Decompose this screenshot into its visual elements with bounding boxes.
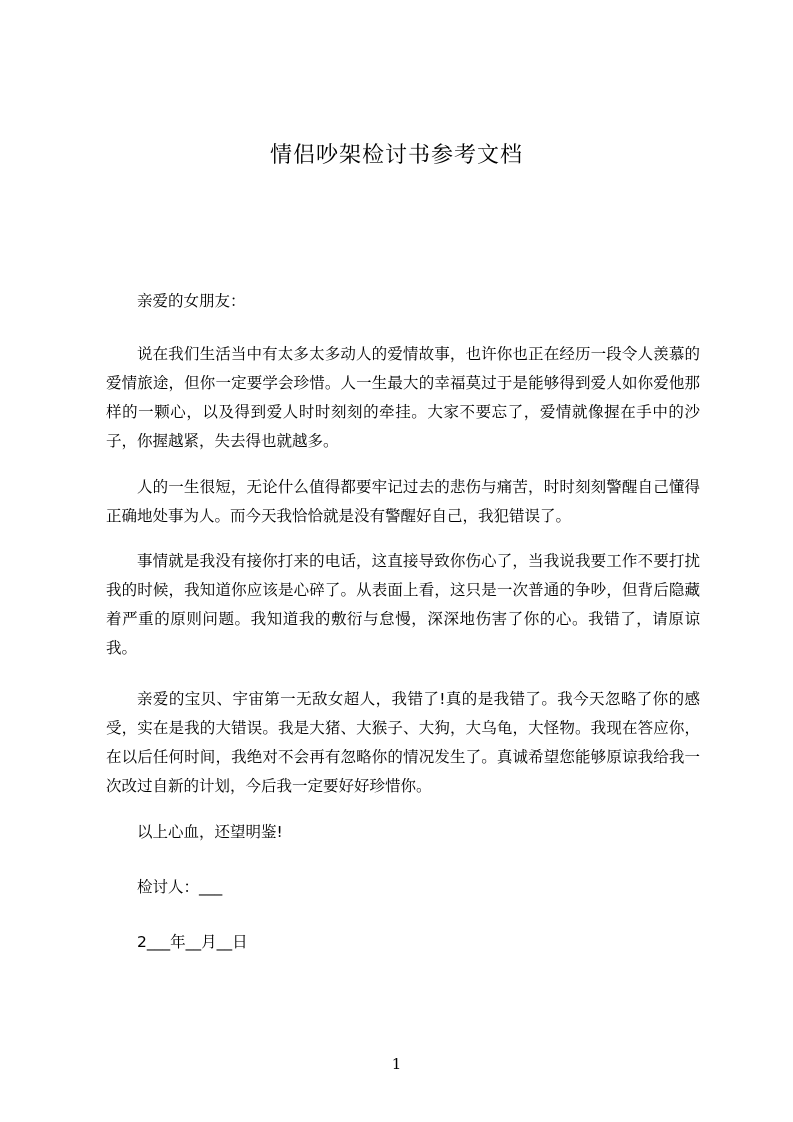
paragraph-4: 亲爱的宝贝、宇宙第一无敌女超人，我错了!真的是我错了。我今天忽略了你的感受，实在是我的大错误。我是大猪、大猴子、大狗，大乌龟，大怪物。我现在答应你，在以后任何时间，我绝对不会再有忽略你的情况发生了。真诚希望您能够原谅我给我一次改过自新的计划，今后我一定要好好珍惜你。 [106, 690, 700, 795]
date-line: 2___年__月__日 [137, 933, 248, 951]
document-title: 情侣吵架检讨书参考文档 [269, 143, 523, 168]
page-number: 1 [391, 1055, 402, 1073]
paragraph-1: 说在我们生活当中有太多太多动人的爱情故事，也许你也正在经历一段令人羡慕的爱情旅途，但你一定要学会珍惜。人一生最大的幸福莫过于是能够得到爱人如你爱他那样的一颗心，以及得到爱人时时刻刻的牵挂。大家不要忘了，爱情就像握在手中的沙子，你握越紧，失去得也就越多。 [106, 345, 700, 450]
closing-line: 以上心血，还望明鉴! [137, 823, 283, 841]
salutation: 亲爱的女朋友： [137, 292, 246, 310]
paragraph-2: 人的一生很短，无论什么值得都要牢记过去的悲伤与痛苦，时时刻刻警醒自己懂得正确地处事为人。而今天我恰恰就是没有警醒好自己，我犯错误了。 [106, 478, 700, 525]
signer-line: 检讨人：___ [137, 878, 223, 896]
paragraph-3: 事情就是我没有接你打来的电话，这直接导致你伤心了，当我说我要工作不要打扰我的时候，我知道你应该是心碎了。从表面上看，这只是一次普通的争吵，但背后隐藏着严重的原则问题。我知道我的敷衍与怠慢，深深地伤害了你的心。我错了，请原谅我。 [106, 552, 700, 657]
